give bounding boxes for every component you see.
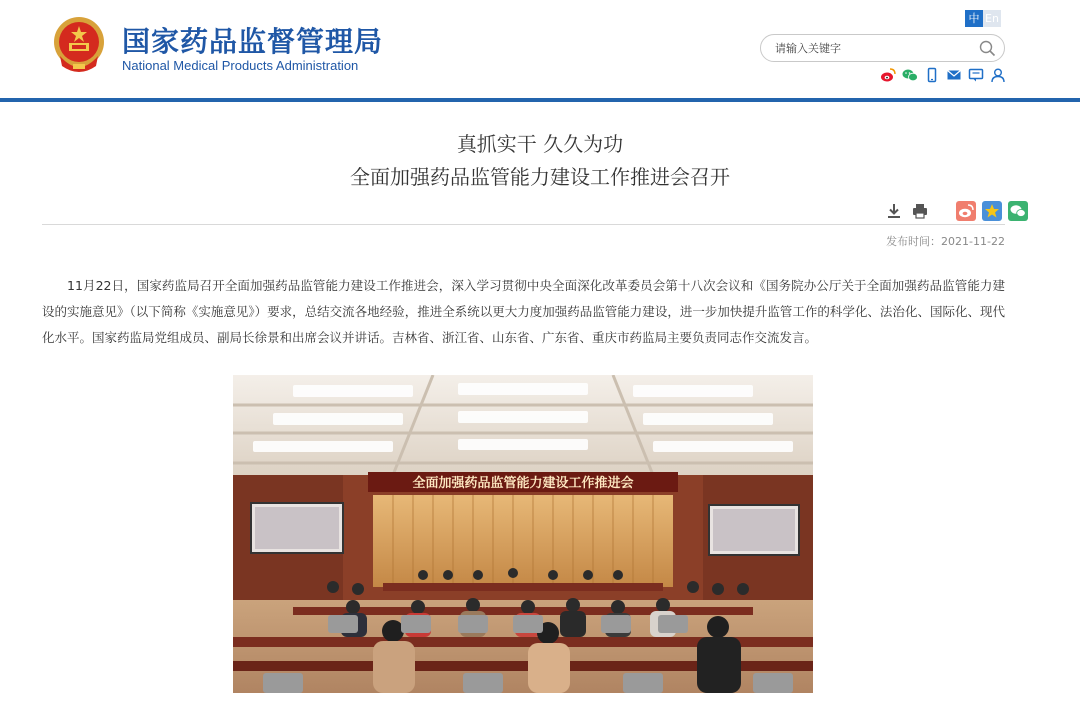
- weibo-share-icon[interactable]: [956, 201, 976, 221]
- lang-en-button[interactable]: En: [983, 10, 1001, 27]
- headline-line-2: 全面加强药品监管能力建设工作推进会召开: [350, 165, 730, 189]
- lang-zh-button[interactable]: 中: [965, 10, 983, 27]
- favorite-star-icon[interactable]: [982, 201, 1002, 221]
- wechat-share-icon[interactable]: [1008, 201, 1028, 221]
- language-switch: [965, 10, 1001, 27]
- article-divider: [42, 224, 1005, 225]
- mobile-icon[interactable]: [924, 67, 940, 83]
- article-headline: [0, 130, 1080, 192]
- header-divider-bar: [0, 98, 1080, 102]
- meeting-photo-illustration: [233, 375, 813, 693]
- social-links: [880, 67, 1006, 83]
- wechat-icon[interactable]: [902, 67, 918, 83]
- photo-banner-text: 全面加强药品监管能力建设工作推进会: [412, 476, 634, 491]
- article-body: 11月22日，国家药监局召开全面加强药品监管能力建设工作推进会，深入学习贯彻中央全面深化改革委员会第十八次会议和《国务院办公厅关于全面加强药品监管能力建设的实施意见》（以下简称《实施意见》）要求，总结交流各地经验，推进全系统以更大力度加强药品监管能力建设，进一步加快提升监管工作的科学化、法治化、国际化、现代化水平。国家药监局党组成员、副局长徐景和出席会议并讲话。吉林省、浙江省、山东省、广东省、重庆市药监局主要负责同志作交流发言。: [42, 278, 1005, 345]
- site-header: [0, 0, 1080, 100]
- publish-date: 发布时间：2021-11-22: [886, 235, 1005, 248]
- headline-line-1: 真抓实干 久久为功: [456, 132, 624, 156]
- article-tools: [884, 201, 1028, 221]
- weibo-icon[interactable]: [880, 67, 896, 83]
- search-box: [760, 34, 1005, 62]
- national-emblem-icon[interactable]: [52, 16, 106, 74]
- site-title-en[interactable]: National Medical Products Administration: [122, 58, 359, 73]
- meeting-photo: [233, 375, 813, 693]
- search-icon[interactable]: [979, 40, 996, 57]
- message-icon[interactable]: [968, 67, 984, 83]
- download-icon[interactable]: [884, 201, 904, 221]
- print-icon[interactable]: [910, 201, 930, 221]
- user-icon[interactable]: [990, 67, 1006, 83]
- site-title-cn[interactable]: 国家药品监督管理局: [122, 25, 384, 58]
- search-input[interactable]: [775, 39, 965, 58]
- mail-icon[interactable]: [946, 67, 962, 83]
